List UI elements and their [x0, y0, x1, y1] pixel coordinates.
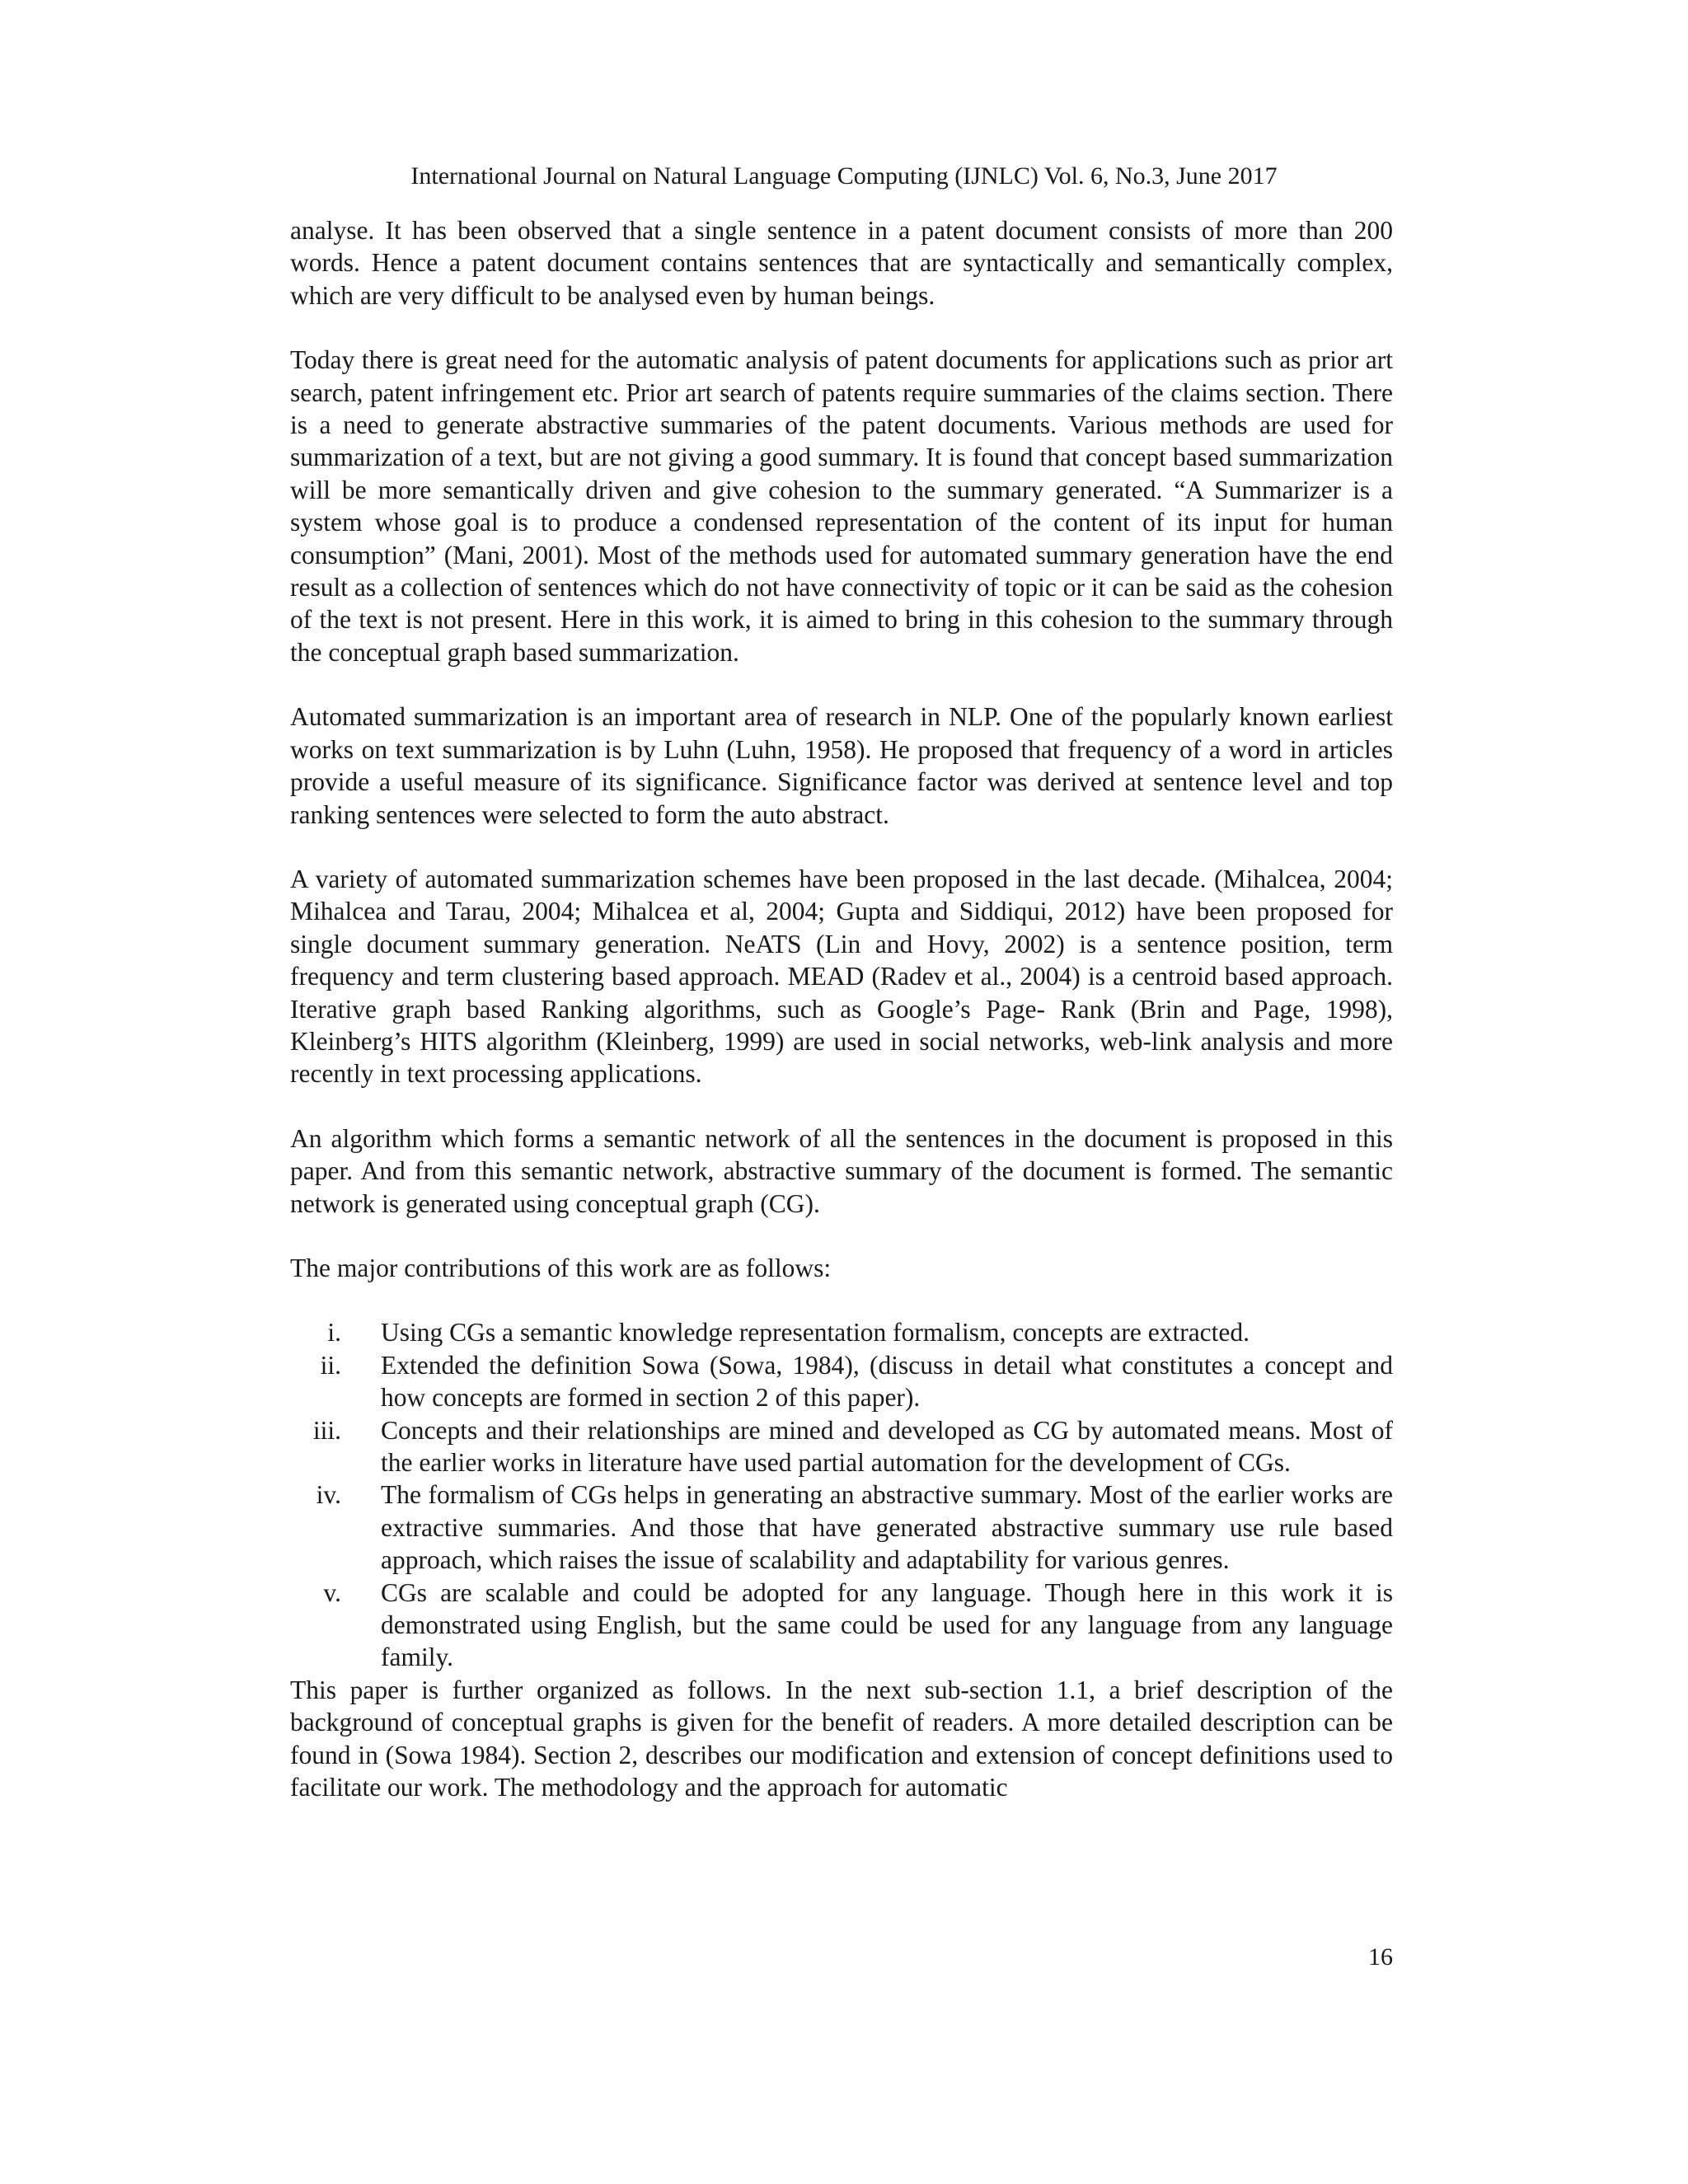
paragraph-patent-complexity: analyse. It has been observed that a single sentence in a patent document consists of more than 200 words. Hence a patent document contains sentences that are syntactically and semantically complex, which are very difficult to be analysed even by human beings.: [290, 216, 1393, 310]
list-item: [290, 1577, 1393, 1674]
body-text: [290, 214, 1393, 1803]
running-header: International Journal on Natural Language Computing (IJNLC) Vol. 6, No.3, June 2017: [410, 162, 1278, 190]
list-item-text: CGs are scalable and could be adopted for any language. Though here in this work it is demonstrated using English, but the same could be used for any language from any language family.: [381, 1577, 1393, 1672]
list-item: [290, 1316, 1393, 1348]
list-item: [290, 1349, 1393, 1414]
list-item-number: v.: [323, 1577, 341, 1607]
contributions-list: [290, 1316, 1393, 1673]
list-item-number: ii.: [320, 1350, 341, 1380]
paragraph-automatic-analysis: Today there is great need for the automatic analysis of patent documents for applications such as prior art search, patent infringement etc. Prior art search of patents require summaries of the claims section. There is a need to generate abstractive summaries of the patent documents. Various methods are used for summarization of a text, but are not giving a good summary. It is found that concept based summarization will be more semantically driven and give cohesion to the summary generated. “A Summarizer is a system whose goal is to produce a condensed representation of the content of its input for human consumption” (Mani, 2001). Most of the methods used for automated summary generation have the end result as a collection of sentences which do not have connectivity of topic or it can be said as the cohesion of the text is not present. Here in this work, it is aimed to bring in this cohesion to the summary through the conceptual graph based summarization.: [290, 345, 1393, 667]
list-item-text: The formalism of CGs helps in generating an abstractive summary. Most of the earlier works are extractive summaries. And those that have generated abstractive summary use rule based approach, which raises the issue of scalability and adaptability for various genres.: [381, 1480, 1393, 1575]
page-number: 16: [1368, 1943, 1393, 1971]
paragraph-organization: This paper is further organized as follows. In the next sub-section 1.1, a brief description of the background of conceptual graphs is given for the benefit of readers. A more detailed description can be found in (Sowa 1984). Section 2, describes our modification and extension of concept definitions used to facilitate our work. The methodology and the approach for automatic: [290, 1675, 1393, 1802]
list-item-text: Concepts and their relationships are mined and developed as CG by automated means. Most of the earlier works in literature have used partial automation for the development of CGs.: [381, 1415, 1393, 1477]
paragraph-contributions-intro: The major contributions of this work are as follows:: [290, 1253, 832, 1282]
list-item: [290, 1479, 1393, 1576]
list-item: [290, 1414, 1393, 1479]
paragraph-automated-summarization: Automated summarization is an important area of research in NLP. One of the popularly known earliest works on text summarization is by Luhn (Luhn, 1958). He proposed that frequency of a word in articles provide a useful measure of its significance. Significance factor was derived at sentence level and top ranking sentences were selected to form the auto abstract.: [290, 702, 1393, 829]
list-item-text: Using CGs a semantic knowledge representation formalism, concepts are extracted.: [381, 1318, 1250, 1347]
paragraph-proposed-algorithm: An algorithm which forms a semantic network of all the sentences in the document is proposed in this paper. And from this semantic network, abstractive summary of the document is formed. The semantic network is generated using conceptual graph (CG).: [290, 1123, 1393, 1218]
list-item-number: iii.: [312, 1415, 341, 1445]
list-item-text: Extended the definition Sowa (Sowa, 1984), (discuss in detail what constitutes a concept and how concepts are formed in section 2 of this paper).: [381, 1350, 1393, 1413]
list-item-number: i.: [327, 1318, 341, 1347]
list-item-number: iv.: [316, 1480, 341, 1510]
paragraph-summarization-schemes: A variety of automated summarization schemes have been proposed in the last decade. (Mihalcea, 2004; Mihalcea and Tarau, 2004; Mihalcea et al, 2004; Gupta and Siddiqui, 2012) have been proposed for single document summary generation. NeATS (Lin and Hovy, 2002) is a sentence position, term frequency and term clustering based approach. MEAD (Radev et al., 2004) is a centroid based approach. Iterative graph based Ranking algorithms, such as Google’s Page- Rank (Brin and Page, 1998), Kleinberg’s HITS algorithm (Kleinberg, 1999) are used in social networks, web-link analysis and more recently in text processing applications.: [290, 864, 1393, 1089]
